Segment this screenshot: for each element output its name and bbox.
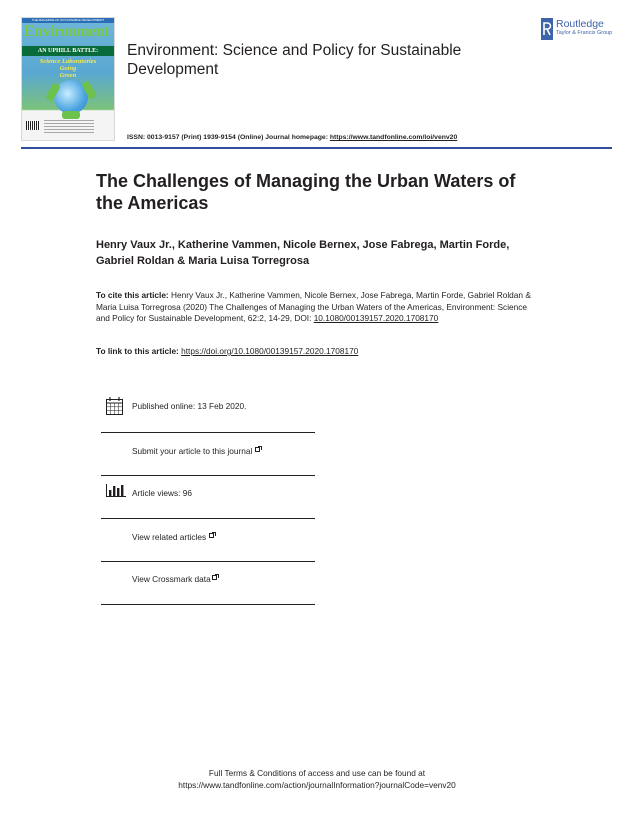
calendar-icon	[106, 397, 123, 415]
barcode-icon	[26, 121, 40, 130]
journal-homepage-link[interactable]: https://www.tandfonline.com/loi/venv20	[329, 134, 458, 141]
article-title: The Challenges of Managing the Urban Waters of the Americas	[96, 171, 516, 213]
crossmark-label: View Crossmark data	[132, 574, 211, 584]
doi-link[interactable]: 10.1080/00139157.2020.1708170	[313, 313, 439, 324]
journal-title[interactable]: Environment: Science and Policy for Sustainable Development	[127, 42, 462, 78]
publisher-logo	[541, 18, 621, 42]
info-divider	[101, 518, 315, 519]
issn-line	[127, 134, 457, 141]
citation-text: Henry Vaux Jr., Katherine Vammen, Nicole Bernex, Jose Fabrega, Martin Forde, Gabriel Roldan & Maria Luisa Torregrosa (2020) The Challenges of Managing the Urban Waters of the Americas, Environment: Science and Policy for Sustainable Development, 62:2, 14-29, DOI:	[96, 290, 531, 324]
submit-article-label: Submit your article to this journal	[132, 446, 253, 456]
external-link-icon	[212, 574, 219, 581]
external-link-icon	[255, 446, 262, 453]
article-link-label: To link to this article:	[96, 346, 182, 356]
external-link-icon	[209, 532, 216, 539]
issn-text: ISSN: 0013-9157 (Print) 1939-9154 (Online) Journal homepage:	[127, 134, 330, 141]
published-online-date: Published online: 13 Feb 2020.	[132, 401, 247, 411]
info-divider	[101, 604, 315, 605]
info-divider	[101, 475, 315, 476]
submit-article-link[interactable]	[132, 446, 262, 457]
info-divider	[101, 561, 315, 562]
info-divider	[101, 432, 315, 433]
article-views: Article views: 96	[132, 488, 192, 498]
cover-footer	[26, 118, 112, 138]
article-authors: Henry Vaux Jr., Katherine Vammen, Nicole Bernex, Jose Fabrega, Martin Forde, Gabriel Roldan & Maria Luisa Torregrosa	[96, 239, 510, 267]
crossmark-link[interactable]	[132, 574, 219, 585]
routledge-r-icon	[541, 18, 553, 40]
article-link-block	[96, 346, 536, 358]
footer-terms-link[interactable]: https://www.tandfonline.com/action/journalInformation?journalCode=venv20	[178, 779, 456, 790]
citation-label: To cite this article:	[96, 290, 171, 300]
cover-band: AN UPHILL BATTLE:	[22, 46, 114, 56]
cover-banner: THE MAGAZINE OF SUSTAINABLE DEVELOPMENT	[22, 18, 114, 23]
cover-line-2: Going	[59, 65, 77, 72]
header-divider	[21, 147, 612, 149]
journal-cover-image	[21, 17, 115, 141]
publisher-subtitle: Taylor & Francis Group	[556, 30, 613, 36]
publisher-name: Routledge	[556, 18, 604, 30]
footer-terms-text: Full Terms & Conditions of access and use can be found at	[208, 768, 426, 778]
bar-chart-icon	[106, 484, 126, 497]
citation-block	[96, 290, 536, 325]
related-articles-label: View related articles	[132, 532, 207, 542]
article-doi-url-link[interactable]: https://doi.org/10.1080/00139157.2020.1708170	[181, 346, 359, 356]
cover-fine-print	[44, 120, 94, 134]
related-articles-link[interactable]	[132, 532, 216, 543]
cover-masthead: Environment	[24, 23, 109, 40]
cover-line-1: Science Laboratories	[39, 58, 97, 65]
cover-line-3: Green	[59, 72, 77, 79]
page-footer	[0, 768, 634, 791]
